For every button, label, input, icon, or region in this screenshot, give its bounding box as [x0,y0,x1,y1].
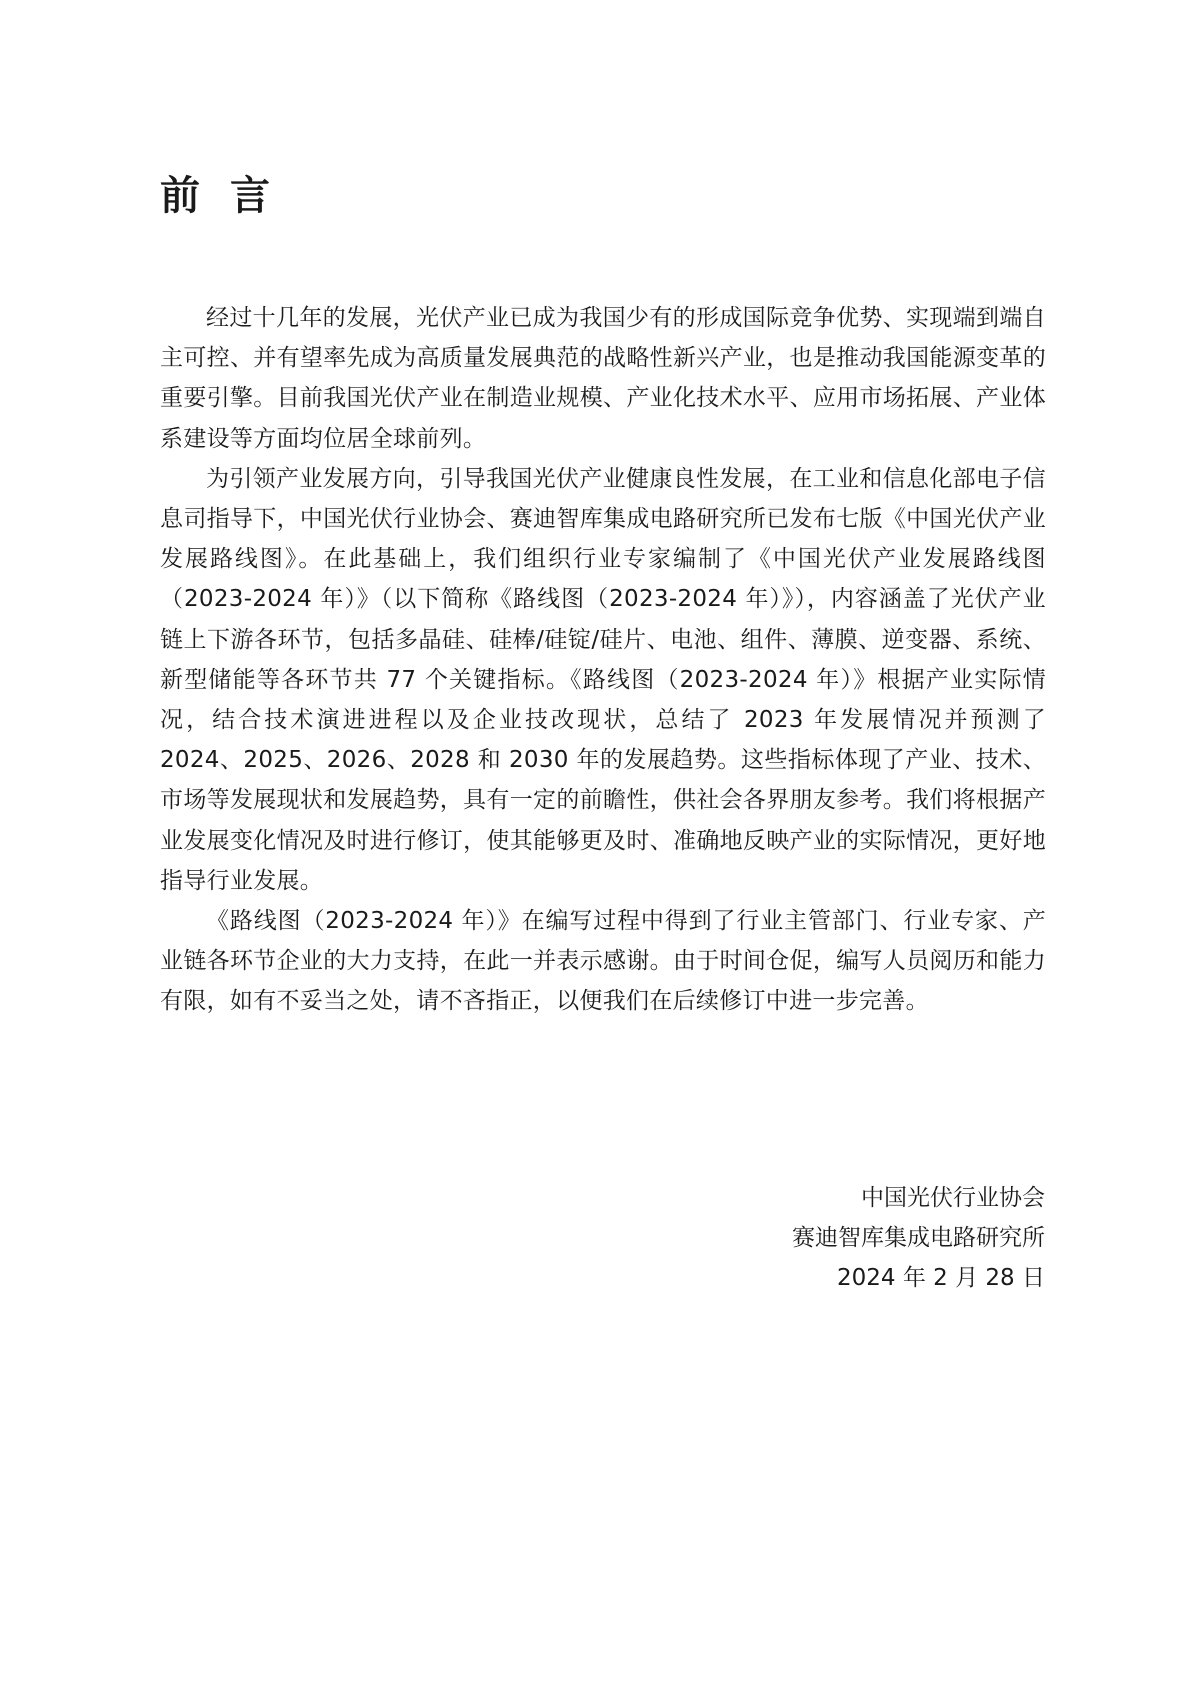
signature-org-2: 赛迪智库集成电路研究所 [792,1225,1045,1251]
signature-date: 2024 年 2 月 28 日 [837,1265,1045,1291]
paragraph-3: 《路线图（2023-2024 年）》在编写过程中得到了行业主管部门、行业专家、产业链各环节企业的大力支持，在此一并表示感谢。由于时间仓促，编写人员阅历和能力有限，如有不妥当之处，请不吝指正，以便我们在后续修订中进一步完善。 [160,908,1046,1015]
signature-block [792,1178,1045,1298]
page-title: 前言 [160,173,300,219]
preface-body [160,298,1046,1022]
paragraph-2: 为引领产业发展方向，引导我国光伏产业健康良性发展，在工业和信息化部电子信息司指导下，中国光伏行业协会、赛迪智库集成电路研究所已发布七版《中国光伏产业发展路线图》。在此基础上，我们组织行业专家编制了《中国光伏产业发展路线图（2023-2024 年）》（以下简称《路线图（2023-2024 年）》），内容涵盖了光伏产业链上下游各环节，包括多晶硅、硅棒/硅锭/硅片、电池、组件、薄膜、逆变器、系统、新型储能等各环节共 77 个关键指标。《路线图（2023-2024 年）》根据产业实际情况，结合技术演进进程以及企业技改现状，总结了 2023 年发展情况并预测了 2024、2025、2026、2028 和 2030 年的发展趋势。这些指标体现了产业、技术、市场等发展现状和发展趋势，具有一定的前瞻性，供社会各界朋友参考。我们将根据产业发展变化情况及时进行修订，使其能够更及时、准确地反映产业的实际情况，更好地指导行业发展。 [160,465,1046,894]
signature-org-1: 中国光伏行业协会 [861,1185,1045,1211]
paragraph-1: 经过十几年的发展，光伏产业已成为我国少有的形成国际竞争优势、实现端到端自主可控、并有望率先成为高质量发展典范的战略性新兴产业，也是推动我国能源变革的重要引擎。目前我国光伏产业在制造业规模、产业化技术水平、应用市场拓展、产业体系建设等方面均位居全球前列。 [160,305,1046,452]
